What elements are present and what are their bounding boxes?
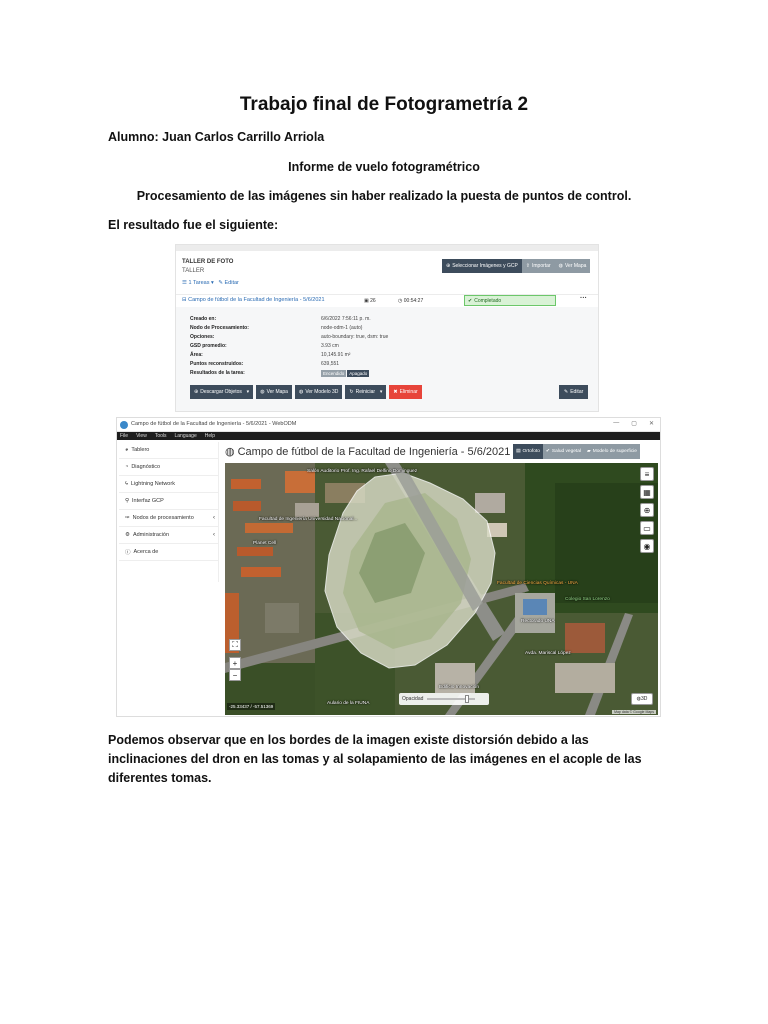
sidebar-item-label: Acerca de xyxy=(133,549,159,555)
detail-value: node-odm-1 (auto) xyxy=(321,325,363,331)
sidebar-item-label: Nodos de procesamiento xyxy=(132,515,194,521)
restart-label: Reiniciar xyxy=(355,389,376,395)
minimize-icon[interactable]: — xyxy=(613,420,620,426)
dashboard-icon: ◕ xyxy=(125,447,129,453)
view-map-header-button[interactable] xyxy=(555,259,591,273)
select-images-label: Seleccionar Imágenes y GCP xyxy=(452,263,518,269)
layers-icon[interactable]: ≡ xyxy=(640,467,654,481)
view-3d-button[interactable] xyxy=(295,385,342,399)
caret-down-icon: ▾ xyxy=(211,280,214,286)
project-name: TALLER DE FOTO xyxy=(182,259,234,265)
tasks-toggle[interactable] xyxy=(182,280,239,286)
map-label: Edificio Innovación xyxy=(439,685,479,690)
task-name[interactable] xyxy=(182,297,325,303)
gears-icon: ⚙ xyxy=(125,532,130,538)
map-window-screenshot xyxy=(116,417,661,717)
sidebar-item-nodos[interactable] xyxy=(119,510,219,527)
page-title-text: Campo de fútbol de la Facultad de Ingeniería - 5/6/2021 xyxy=(237,445,511,458)
detail-value: 639,551 xyxy=(321,361,340,367)
download-label: Descargar Objetos xyxy=(200,389,242,395)
detail-row xyxy=(190,316,371,322)
detail-label: Opciones: xyxy=(190,334,215,340)
window-titlebar xyxy=(117,418,660,432)
import-button[interactable] xyxy=(522,259,555,273)
sidebar xyxy=(119,442,219,582)
upload-icon: ⊕ xyxy=(446,263,451,269)
map-label: Rectorado UNA xyxy=(521,619,555,624)
toggle-3d-label: 3D xyxy=(640,696,648,702)
detail-label: Puntos reconstruidos: xyxy=(190,361,244,367)
restart-button[interactable] xyxy=(345,385,386,399)
caret-down-icon: ▾ xyxy=(377,389,383,395)
results-tag-on[interactable]: Encendido xyxy=(323,371,345,376)
clock-icon: ◷ xyxy=(398,298,403,304)
map-label: Facultad de Ciencias Químicas - UNA xyxy=(497,581,578,586)
map-view-toggle xyxy=(513,444,640,459)
globe-icon: ◍ xyxy=(558,263,563,269)
tasks-toggle-label: 1 Tareas xyxy=(188,280,210,286)
sidebar-item-label: Tablero xyxy=(131,447,150,453)
delete-button[interactable] xyxy=(389,385,421,399)
opacity-label: Opacidad xyxy=(402,696,424,702)
toggle-3d-button[interactable] xyxy=(631,693,653,705)
detail-label: Nodo de Procesamiento: xyxy=(190,325,249,331)
measure-icon[interactable]: ▭ xyxy=(640,521,654,535)
map-label: Salón Auditorio Prof. Ing. Rafael Delfino Dominguez xyxy=(307,469,418,474)
sidebar-item-label: Administración xyxy=(132,532,170,538)
elapsed-value: 00:54:27 xyxy=(403,298,424,304)
detail-row xyxy=(190,334,388,340)
edit-task-button[interactable] xyxy=(559,385,588,399)
tab-salud-label: Salud vegetal xyxy=(551,449,581,454)
menu-bar xyxy=(117,432,660,440)
tab-salud-vegetal[interactable] xyxy=(543,444,584,459)
menu-file[interactable]: File xyxy=(120,433,129,439)
detail-row xyxy=(190,352,350,358)
trash-icon: ✖ xyxy=(393,389,398,395)
sidebar-item-label: Lightning Network xyxy=(130,481,175,487)
image-icon: ▣ xyxy=(364,298,369,304)
caret-down-icon: ▾ xyxy=(243,389,250,395)
opacity-slider[interactable] xyxy=(427,698,475,700)
sidebar-item-label: Diagnóstico xyxy=(131,464,161,470)
detail-label: Creado en: xyxy=(190,316,217,322)
edit-icon: ✎ xyxy=(218,280,223,286)
menu-view[interactable]: View xyxy=(136,433,147,439)
menu-tools[interactable]: Tools xyxy=(154,433,167,439)
close-icon[interactable]: ✕ xyxy=(648,421,654,427)
task-menu-icon[interactable]: ··· xyxy=(580,295,587,302)
tab-modelo-superficie[interactable] xyxy=(584,444,640,459)
results-row xyxy=(190,370,321,376)
task-row[interactable] xyxy=(176,294,598,306)
pin-icon: ⚲ xyxy=(125,498,130,504)
image-count-value: 26 xyxy=(370,298,376,304)
results-label: Resultados de la tarea: xyxy=(190,370,245,376)
results-tag-off[interactable]: Apagado xyxy=(349,371,368,376)
tab-modelo-label: Modelo de superficie xyxy=(592,449,637,454)
detail-row xyxy=(190,361,339,367)
task-elapsed xyxy=(398,298,423,304)
opacity-slider-handle[interactable] xyxy=(465,695,469,703)
chevron-left-icon: ‹ xyxy=(213,515,215,521)
sidebar-item-acerca[interactable] xyxy=(119,544,219,561)
menu-help[interactable]: Help xyxy=(204,433,216,439)
task-name-label: Campo de fútbol de la Facultad de Ingeniería - 5/6/2021 xyxy=(188,297,325,303)
chart-icon: ◔ xyxy=(125,464,129,470)
detail-value: 6/6/2022 7:56:11 p. m. xyxy=(321,316,371,322)
list-icon: ☰ xyxy=(182,280,187,286)
sidebar-item-gcp[interactable] xyxy=(119,493,219,510)
surface-icon: ▰ xyxy=(587,449,591,454)
edit-task-label: Editar xyxy=(570,389,584,395)
sidebar-item-tablero[interactable] xyxy=(119,442,219,459)
satellite-imagery xyxy=(225,463,658,715)
tab-ortofoto-label: Ortofoto xyxy=(522,449,540,454)
status-badge xyxy=(464,295,556,306)
delete-label: Eliminar xyxy=(399,389,418,395)
map-label: Planet Cell xyxy=(253,541,277,546)
globe-icon: ◍ xyxy=(636,696,641,702)
opacity-control[interactable] xyxy=(399,693,489,705)
panel-topbar xyxy=(176,245,598,251)
map-attribution: Map data © Google Maps xyxy=(614,710,654,714)
qr-icon[interactable]: ▦ xyxy=(640,485,654,499)
task-panel-screenshot xyxy=(175,244,599,412)
document-title: Trabajo final de Fotogrametría 2 xyxy=(239,94,529,115)
project-header-buttons xyxy=(442,259,590,273)
map-canvas[interactable] xyxy=(225,463,658,715)
map-label: Aulario de la FIUNA xyxy=(327,701,370,706)
import-label: Importar xyxy=(532,263,551,269)
document-subtitle: Informe de vuelo fotogramétrico xyxy=(288,160,480,174)
select-images-button[interactable] xyxy=(442,259,522,273)
project-description: TALLER xyxy=(182,268,205,274)
eye-icon[interactable]: ◉ xyxy=(640,539,654,553)
edit-project-link[interactable]: Editar xyxy=(224,280,239,286)
download-icon: ⊕ xyxy=(194,389,199,395)
sidebar-item-label: Interfaz GCP xyxy=(132,498,164,504)
detail-value: auto-boundary: true, dsm: true xyxy=(321,334,389,340)
detail-label: GSD promedio: xyxy=(190,343,227,349)
page-title xyxy=(225,445,510,458)
download-assets-button[interactable] xyxy=(190,385,253,399)
task-action-buttons xyxy=(190,385,422,399)
sidebar-item-diagnostico[interactable] xyxy=(119,459,219,476)
detail-row xyxy=(190,343,339,349)
conclusion-paragraph: Podemos observar que en los bordes de la imagen existe distorsión debido a las inclinaciones del dron en las tomas y al solapamiento de las imágenes en el acople de las diferentes tomas. xyxy=(108,733,642,785)
detail-label: Área: xyxy=(190,352,203,358)
webodm-logo-icon xyxy=(120,421,128,429)
cube-icon: ◍ xyxy=(298,389,304,395)
tab-ortofoto[interactable] xyxy=(513,444,543,459)
coordinates-readout: -25.33437 / -57.51369 xyxy=(229,704,274,709)
leaf-icon: ✔ xyxy=(545,449,550,454)
view-3d-label: Ver Modelo 3D xyxy=(305,389,339,395)
zoom-out-button[interactable]: − xyxy=(229,669,241,681)
wrench-icon: ✑ xyxy=(125,515,130,521)
refresh-icon: ↻ xyxy=(349,389,354,395)
collapse-icon: ⊟ xyxy=(182,297,187,303)
results-tags xyxy=(321,370,370,377)
info-icon: ⓘ xyxy=(125,550,131,556)
detail-row xyxy=(190,325,362,331)
view-map-button[interactable] xyxy=(256,385,292,399)
import-icon: ⇪ xyxy=(525,263,530,269)
detail-value: 3.93 cm xyxy=(321,343,339,349)
menu-language[interactable]: Language xyxy=(174,433,197,439)
image-icon: ▤ xyxy=(516,449,521,454)
processing-note: Procesamiento de las imágenes sin haber realizado la puesta de puntos de control. xyxy=(136,189,632,203)
student-name: Alumno: Juan Carlos Carrillo Arriola xyxy=(108,130,325,144)
fullscreen-icon[interactable]: ⛶ xyxy=(229,639,241,651)
map-label: Facultad de Ingeniería Universidad Nacional... xyxy=(259,517,358,522)
window-title: Campo de fútbol de la Facultad de Ingeniería - 5/6/2021 - WebODM xyxy=(131,421,297,427)
globe-icon: ◍ xyxy=(225,446,235,458)
status-label: Completado xyxy=(474,297,502,304)
maximize-icon[interactable]: ▢ xyxy=(631,421,637,427)
result-intro: El resultado fue el siguiente: xyxy=(108,218,279,232)
sidebar-item-admin[interactable] xyxy=(119,527,219,544)
globe-icon: ◍ xyxy=(260,389,265,395)
chevron-left-icon: ‹ xyxy=(213,532,215,538)
detail-value: 10,145.91 m² xyxy=(321,352,351,358)
zoom-in-button[interactable]: + xyxy=(229,657,241,669)
map-label: Avda. Mariscal López xyxy=(525,651,571,656)
view-map-label: Ver Mapa xyxy=(565,263,587,269)
task-image-count xyxy=(364,298,376,304)
sidebar-item-lightning[interactable] xyxy=(119,476,219,493)
check-icon: ✔ xyxy=(468,297,473,304)
pencil-icon: ✎ xyxy=(564,389,569,395)
map-label: Colegio San Lorenzo xyxy=(565,597,610,602)
lightning-icon: ϟ xyxy=(125,481,128,487)
add-icon[interactable]: ⊕ xyxy=(640,503,654,517)
view-map-action-label: Ver Mapa xyxy=(266,389,288,395)
window-controls xyxy=(613,420,654,427)
